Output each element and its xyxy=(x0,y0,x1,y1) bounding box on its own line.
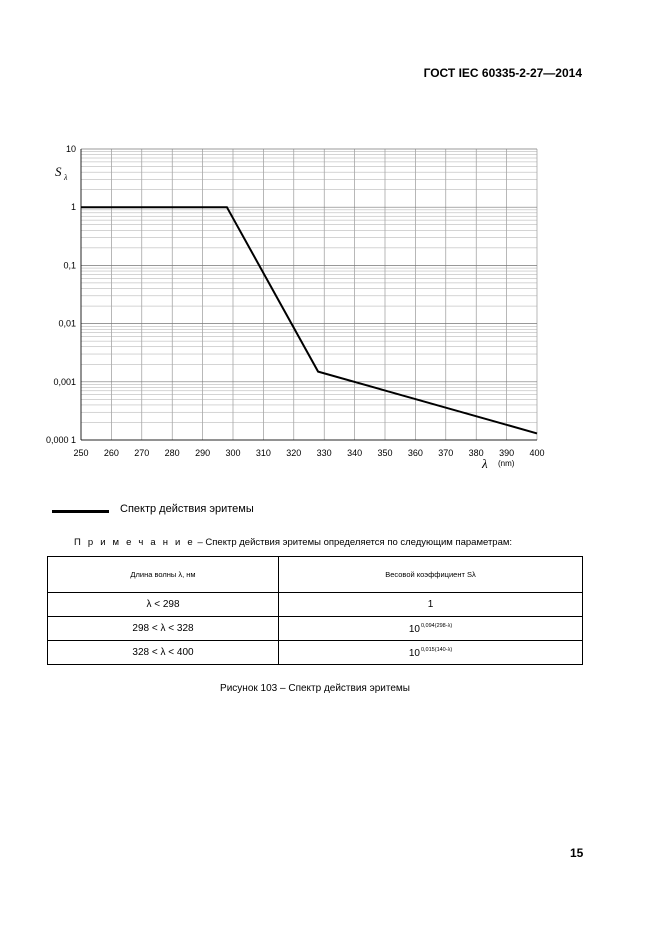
parameters-table xyxy=(47,556,583,665)
cell-weight xyxy=(279,593,583,617)
y-tick-labels xyxy=(46,144,76,445)
x-tick-label: 260 xyxy=(103,448,119,458)
page-number: 15 xyxy=(570,846,584,860)
x-axis-unit: (nm) xyxy=(498,459,515,468)
table-row xyxy=(48,617,583,641)
x-tick-label: 320 xyxy=(286,448,302,458)
legend-label: Спектр действия эритемы xyxy=(120,503,254,515)
table-row xyxy=(48,593,583,617)
y-axis-label: S xyxy=(55,164,62,179)
y-axis-label-subscript: λ xyxy=(64,173,68,182)
x-tick-label: 370 xyxy=(438,448,454,458)
weight-base: 1 xyxy=(427,599,434,610)
note-text: – Спектр действия эритемы определяется по следующим параметрам: xyxy=(194,537,513,548)
y-tick-label: 0,01 xyxy=(58,318,76,329)
cell-weight xyxy=(279,617,583,641)
x-tick-label: 280 xyxy=(164,448,180,458)
cell-range: 298 < λ < 328 xyxy=(48,617,279,641)
weight-base: 10 xyxy=(408,623,420,635)
x-axis-label: λ xyxy=(482,456,488,471)
x-tick-label: 250 xyxy=(73,448,89,458)
chart-grid xyxy=(81,149,537,440)
y-tick-label: 0,000 1 xyxy=(45,435,76,445)
chart-legend xyxy=(52,503,472,519)
y-tick-label: 10 xyxy=(65,144,76,154)
figure-caption: Рисунок 103 – Спектр действия эритемы xyxy=(220,683,410,694)
table-row xyxy=(48,641,583,665)
y-tick-label: 0,1 xyxy=(63,260,76,271)
x-tick-label: 360 xyxy=(407,448,423,458)
weight-base: 10 xyxy=(408,647,420,659)
weight-exponent: 0,094(298-λ) xyxy=(420,622,453,629)
x-tick-label: 270 xyxy=(134,448,150,458)
cell-range: λ < 298 xyxy=(48,593,279,617)
table-header-row xyxy=(48,557,583,593)
x-tick-label: 300 xyxy=(225,448,241,458)
document-header: ГОСТ IEC 60335-2-27—2014 xyxy=(423,66,582,80)
weight-exponent: 0,015(140-λ) xyxy=(420,646,453,653)
x-tick-labels xyxy=(73,448,544,458)
y-tick-label: 1 xyxy=(70,202,76,213)
x-tick-label: 390 xyxy=(499,448,515,458)
note-prefix: П р и м е ч а н и е xyxy=(74,537,195,548)
x-tick-label: 380 xyxy=(468,448,484,458)
header-weight: Весовой коэффициент Sλ xyxy=(279,557,583,593)
x-tick-label: 290 xyxy=(195,448,211,458)
y-tick-label: 0,001 xyxy=(53,376,76,387)
x-tick-label: 340 xyxy=(347,448,363,458)
legend-line-swatch xyxy=(52,510,109,513)
x-tick-label: 310 xyxy=(255,448,271,458)
x-tick-label: 330 xyxy=(316,448,332,458)
x-tick-label: 350 xyxy=(377,448,393,458)
cell-range: 328 < λ < 400 xyxy=(48,641,279,665)
x-tick-label: 400 xyxy=(529,448,545,458)
header-wavelength: Длина волны λ, нм xyxy=(48,557,279,593)
note xyxy=(74,537,512,548)
cell-weight xyxy=(279,641,583,665)
